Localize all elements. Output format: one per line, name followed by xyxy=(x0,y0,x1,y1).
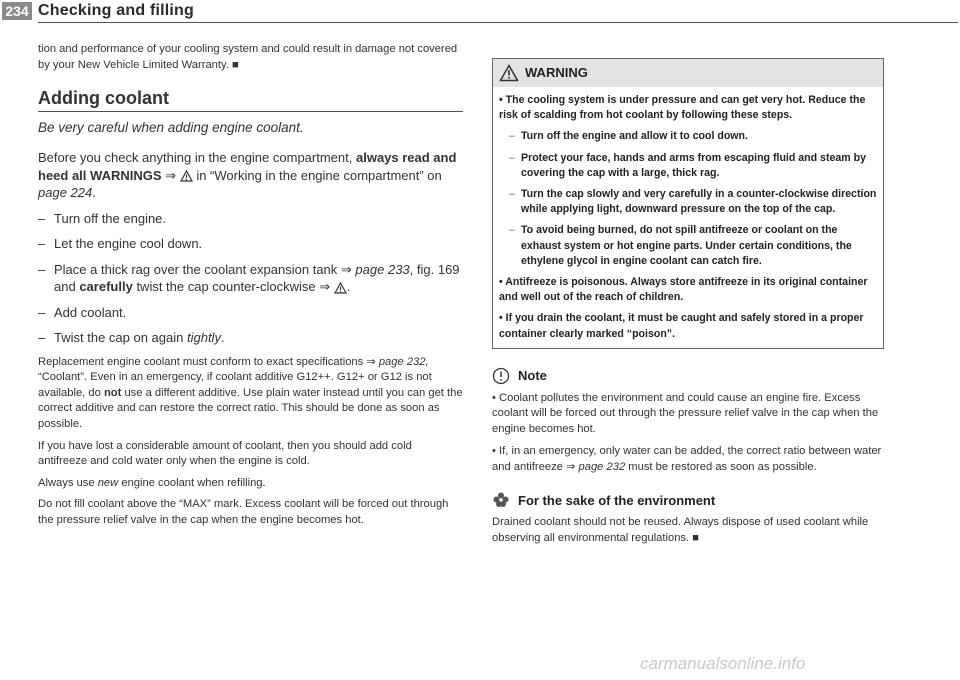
note-circle-icon xyxy=(492,367,510,385)
watermark: carmanualsonline.info xyxy=(640,654,806,673)
body-paragraph: If you have lost a considerable amount of coolant, then you should add cold antifreeze and cold water only when the engine is cold. xyxy=(38,439,412,468)
section-title: Adding coolant xyxy=(38,91,463,112)
step-item: – Add coolant. xyxy=(38,304,127,320)
section-lead: Be very careful when adding engine coolant. xyxy=(38,119,304,135)
warning-step: – Turn off the engine and allow it to cool down. xyxy=(509,130,748,143)
header-divider xyxy=(38,22,958,23)
warning-body xyxy=(493,87,883,348)
warning-step: – Turn the cap slowly and very carefully in a counter-clockwise direction while applying light, downward pressure on the top of the cap. xyxy=(509,188,877,216)
warning-step: – Protect your face, hands and arms from escaping fluid and steam by covering the cap with a large, thick rag. xyxy=(509,151,866,179)
continued-paragraph: tion and performance of your cooling system and could result in damage not covered by your New Vehicle Limited Warranty. ■ xyxy=(38,43,458,71)
warning-triangle-icon xyxy=(334,282,347,294)
note-header xyxy=(492,367,882,385)
warning-step: – To avoid being burned, do not spill antifreeze or coolant on the exhaust system or hot engine parts. Under certain conditions, the ethylene glycol in engine coolant can catch fire. xyxy=(509,224,852,267)
warning-bullet: • The cooling system is under pressure and can get very hot. Reduce the risk of scalding from hot coolant by following these steps. xyxy=(499,94,866,122)
page-link[interactable]: ⇒ page 232 xyxy=(566,460,626,473)
step-item: – Twist the cap on again tightly. xyxy=(38,330,225,346)
environment-text: Drained coolant should not be reused. Always dispose of used coolant while observing all environmental regulations. ■ xyxy=(492,516,869,544)
flower-icon xyxy=(492,491,510,509)
warning-box xyxy=(492,58,884,349)
page-link[interactable]: ⇒ page 232, xyxy=(366,355,429,368)
left-column xyxy=(38,38,463,535)
warning-triangle-icon xyxy=(180,170,193,182)
warning-header xyxy=(493,59,883,87)
intro-paragraph: Before you check anything in the engine compartment, always read and heed all WARNINGS ⇒ in “Working in the engine compartment” on page 224. xyxy=(38,150,457,201)
environment-title: For the sake of the environment xyxy=(518,492,716,508)
page-title: Checking and filling xyxy=(38,2,195,19)
warning-bullet: • Antifreeze is poisonous. Always store antifreeze in its original container and well out of the reach of children. xyxy=(499,276,868,304)
step-item: – Let the engine cool down. xyxy=(38,236,203,252)
body-paragraph: Always use new engine coolant when refilling. xyxy=(38,476,266,489)
note-title: Note xyxy=(518,368,547,384)
note-bullet: • Coolant pollutes the environment and could cause an engine fire. Excess coolant will be forced out through the pressure relief valve in the cap when the engine becomes hot. xyxy=(492,391,879,435)
environment-header xyxy=(492,491,882,509)
right-column xyxy=(492,58,882,553)
step-item: – Place a thick rag over the coolant expansion tank ⇒ page 233, fig. 169 and carefully twist the cap counter-clockwise ⇒ . xyxy=(38,261,460,295)
warning-title: WARNING xyxy=(525,65,588,81)
page-number: 234 xyxy=(2,2,32,20)
step-item: – Turn off the engine. xyxy=(38,210,167,226)
body-paragraph: Replacement engine coolant must conform to exact specifications ⇒ page 232, “Coolant”. Even in an emergency, if coolant additive G12++. G12+ or G12 is not available, do not use a different additive. Use plain water instead until you can get the correct additive and can restore the correct ratio. This should be done as soon as possible. xyxy=(38,355,463,431)
warning-bullet: • If you drain the coolant, it must be caught and safely stored in a proper container clearly marked “poison”. xyxy=(499,312,864,340)
body-paragraph: Do not fill coolant above the “MAX” mark. Excess coolant will be forced out through the pressure relief valve in the cap when the engine becomes hot. xyxy=(38,498,449,527)
warning-triangle-icon xyxy=(499,64,519,82)
page-link[interactable]: ⇒ page 233 xyxy=(340,261,410,277)
page-header xyxy=(0,0,960,24)
note-bullet: • If, in an emergency, only water can be added, the correct ratio between water and antifreeze ⇒ page 232 must be restored as soon as possible. xyxy=(492,445,882,473)
